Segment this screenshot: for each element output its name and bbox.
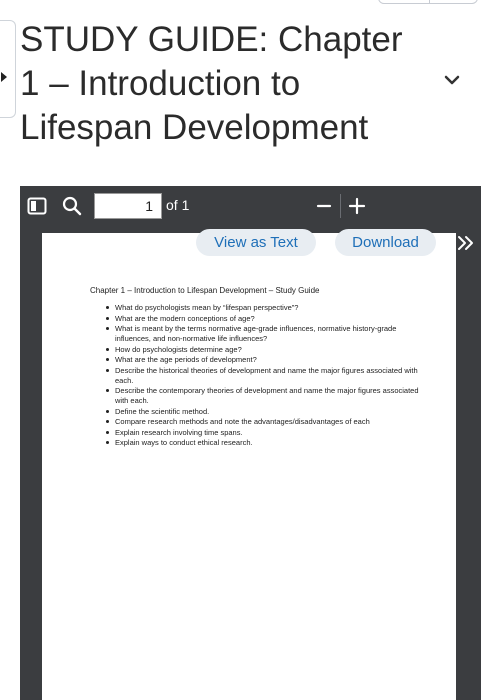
view-as-text-button[interactable]: View as Text bbox=[196, 229, 316, 256]
plus-icon[interactable] bbox=[347, 196, 367, 216]
sidebar-expand-tab[interactable] bbox=[0, 20, 16, 118]
list-item: How do psychologists determine age? bbox=[90, 345, 420, 355]
search-icon[interactable] bbox=[61, 195, 83, 217]
list-item: Explain ways to conduct ethical research. bbox=[90, 438, 420, 448]
download-button[interactable]: Download bbox=[335, 229, 436, 256]
list-item: Define the scientific method. bbox=[90, 407, 420, 417]
list-item: What do psychologists mean by “lifespan perspective”? bbox=[90, 303, 420, 313]
document-bullet-list bbox=[90, 303, 420, 449]
double-chevron-right-icon[interactable] bbox=[456, 232, 478, 254]
list-item: Explain research involving time spans. bbox=[90, 428, 420, 438]
sidebar-toggle-icon[interactable] bbox=[27, 197, 47, 215]
document-title: Chapter 1 – Introduction to Lifespan Development – Study Guide bbox=[90, 286, 320, 295]
document-page bbox=[42, 233, 456, 700]
list-item: What are the modern conceptions of age? bbox=[90, 314, 420, 324]
caret-right-icon bbox=[1, 72, 7, 82]
viewer-toolbar bbox=[20, 186, 481, 226]
page-number-input[interactable]: 1 bbox=[94, 193, 162, 219]
toolbar-divider bbox=[340, 194, 341, 218]
pdf-viewer bbox=[20, 186, 481, 700]
page-total-label: of 1 bbox=[166, 197, 190, 213]
list-item: What is meant by the terms normative age-grade influences, normative history-grade influences, and non-normative life influences? bbox=[90, 324, 420, 344]
list-item: Compare research methods and note the advantages/disadvantages of each bbox=[90, 417, 420, 427]
list-item: What are the age periods of development? bbox=[90, 355, 420, 365]
page-title: STUDY GUIDE: Chapter 1 – Introduction to Lifespan Development bbox=[20, 20, 403, 147]
top-toolbar-fragment[interactable] bbox=[378, 0, 478, 4]
list-item: Describe the historical theories of development and name the major figures associated with each. bbox=[90, 366, 420, 386]
list-item: Describe the contemporary theories of development and name the major figures associated with each. bbox=[90, 386, 420, 406]
chevron-down-icon[interactable] bbox=[440, 68, 464, 92]
minus-icon[interactable] bbox=[314, 196, 334, 216]
